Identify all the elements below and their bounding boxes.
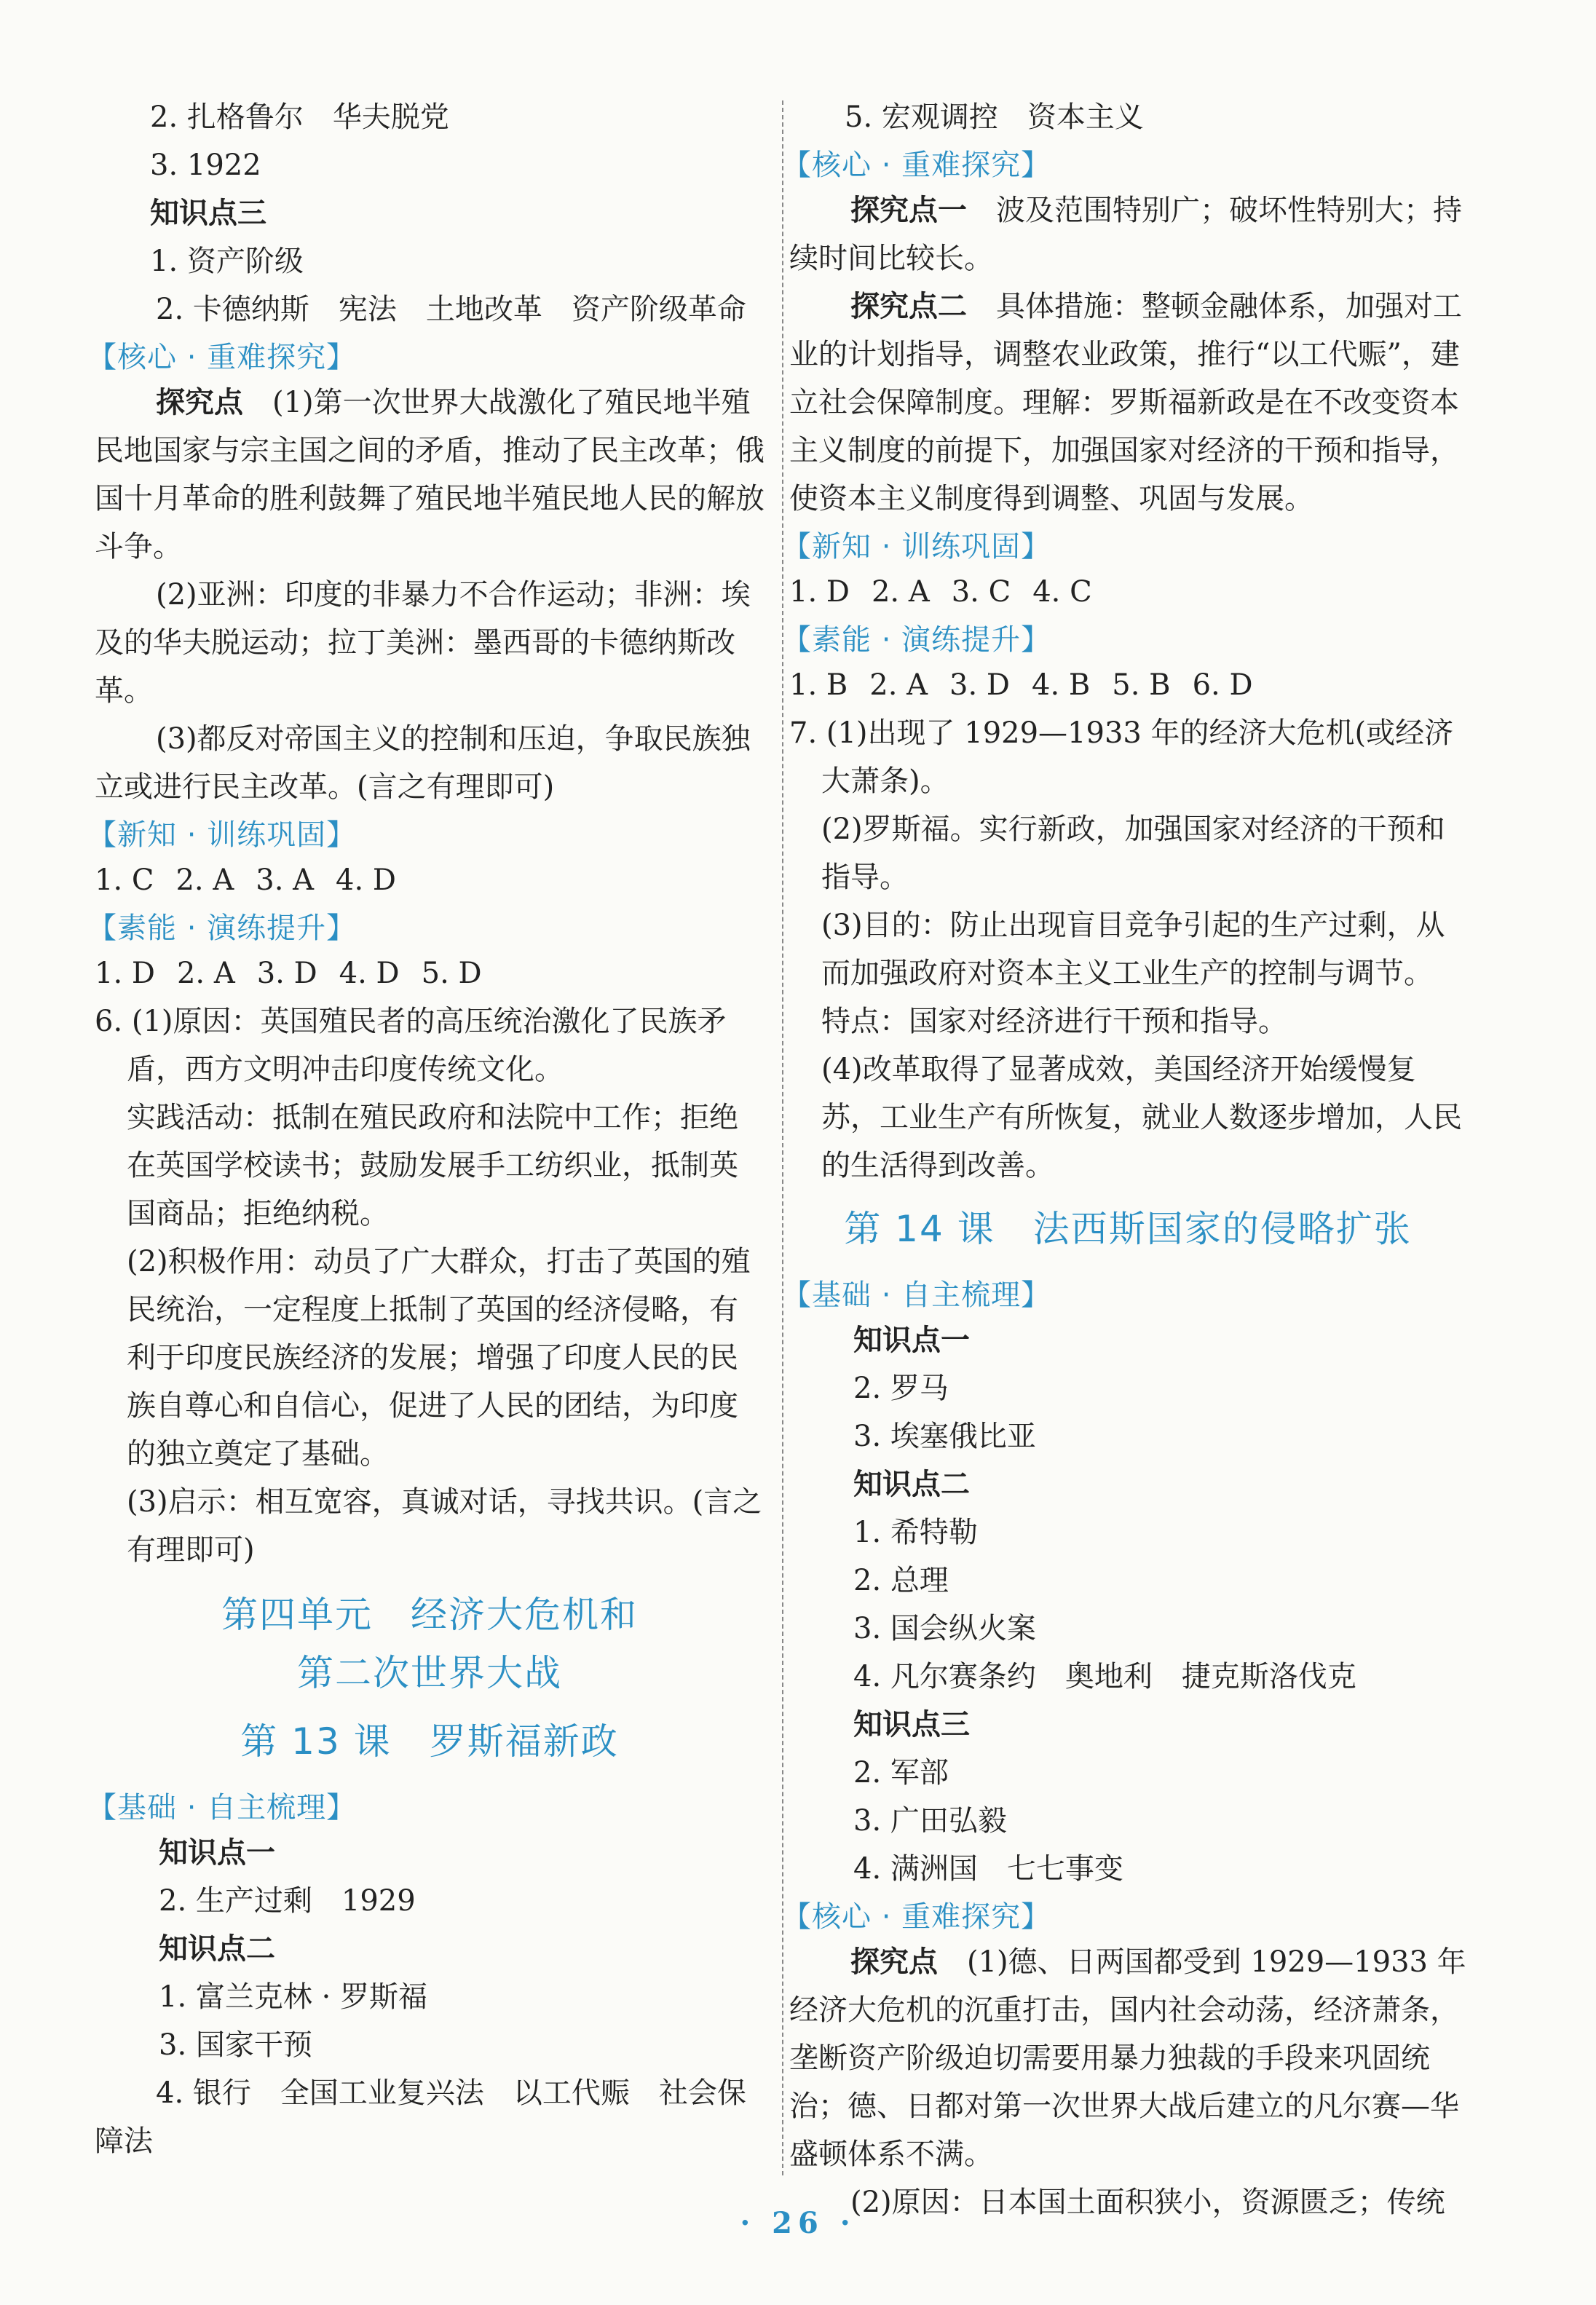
explore-paragraph (95, 379, 765, 571)
answer-item: 3. C (951, 575, 1011, 609)
explore-label: 探究点 (156, 385, 243, 419)
knowledge-point-heading: 知识点一 (159, 1835, 275, 1870)
section-tag-basic: 【基础 · 自主梳理】 (782, 1278, 1051, 1312)
explore-text: (1)德、日两国都受到 1929—1933 年经济大危机的沉重打击，国内社会动荡，经济萧条，垄断资产阶级迫切需要用暴力独裁的手段来巩固统治；德、日都对第一次世界大战后建立的凡尔赛—华盛顿体系不满。 (789, 1945, 1466, 2171)
left-column (87, 93, 765, 2165)
page-number: · 26 · (740, 2206, 856, 2240)
lesson-title: 第 14 课 法西斯国家的侵略扩张 (844, 1208, 1412, 1250)
explore-text: 波及范围特别广；破坏性特别大；持续时间比较长。 (789, 194, 1462, 275)
answer-line: 2. 罗马 (853, 1372, 949, 1405)
answer-line: 1. 希特勒 (853, 1516, 978, 1549)
question-answer: (2)罗斯福。实行新政，加强国家对经济的干预和指导。 (821, 813, 1445, 894)
answer-item: 2. A (176, 957, 235, 990)
answer-item: 4. D (339, 957, 400, 990)
answer-item: 4. B (1032, 668, 1091, 702)
answer-line: 3. 国会纵火案 (853, 1612, 1036, 1645)
explore-paragraph: (2)原因：日本国土面积狭小，资源匮乏；传统 (850, 2186, 1445, 2219)
answer-line: 4. 凡尔赛条约 奥地利 捷克斯洛伐克 (853, 1660, 1356, 1693)
answer-item: 1. D (95, 957, 155, 990)
answer-item: 4. D (336, 863, 396, 897)
knowledge-point-heading: 知识点三 (853, 1707, 970, 1741)
question-answer: (4)改革取得了显著成效，美国经济开始缓慢复苏，工业生产有所恢复，就业人数逐步增加，人民的生活得到改善。 (821, 1053, 1462, 1182)
answer-row (95, 856, 765, 904)
explore-text: (1)第一次世界大战激化了殖民地半殖民地国家与宗主国之间的矛盾，推动了民主改革；俄国十月革命的胜利鼓舞了殖民地半殖民地人民的解放斗争。 (95, 386, 765, 564)
answer-item: 5. D (421, 957, 482, 990)
answer-line: 2. 总理 (853, 1564, 949, 1597)
section-tag-new: 【新知 · 训练巩固】 (782, 530, 1051, 564)
unit-title-line-1: 第四单元 经济大危机和 (221, 1594, 638, 1636)
answer-line: 3. 埃塞俄比亚 (853, 1420, 1036, 1453)
answer-line: 3. 1922 (150, 149, 261, 182)
answer-line: 4. 满洲国 七七事变 (853, 1852, 1123, 1886)
answer-line: 2. 扎格鲁尔 华夫脱党 (150, 100, 449, 134)
explore-label: 探究点二 (850, 289, 967, 323)
knowledge-point-heading: 知识点三 (150, 196, 266, 230)
answer-item: 2. A (869, 668, 928, 702)
answer-item: 1. D (789, 575, 850, 609)
answer-line: 1. 富兰克林 · 罗斯福 (159, 1980, 428, 2014)
section-tag-core: 【核心 · 重难探究】 (87, 341, 357, 374)
answer-item: 3. A (256, 863, 315, 897)
section-tag-new: 【新知 · 训练巩固】 (87, 818, 357, 852)
answer-line: 3. 广田弘毅 (853, 1804, 1007, 1838)
question-answer: 6. (1)原因：英国殖民者的高压统治激化了民族矛盾，西方文明冲击印度传统文化。 (95, 1005, 727, 1086)
answer-row (789, 568, 1466, 616)
answer-line: 1. 资产阶级 (150, 245, 304, 278)
explore-paragraph (789, 1938, 1466, 2178)
question-answer: 特点：国家对经济进行干预和指导。 (821, 1005, 1287, 1038)
answer-item: 1. C (95, 863, 154, 897)
knowledge-point-heading: 知识点二 (159, 1932, 275, 1966)
unit-title-line-2: 第二次世界大战 (297, 1652, 562, 1694)
question-answer: 7. (1)出现了 1929—1933 年的经济大危机(或经济大萧条)。 (789, 716, 1454, 798)
knowledge-point-heading: 知识点二 (853, 1467, 970, 1501)
explore-label: 探究点一 (850, 193, 967, 227)
answer-item: 5. B (1112, 668, 1171, 702)
right-column (782, 93, 1466, 2226)
answer-line: 5. 宏观调控 资本主义 (845, 100, 1144, 134)
section-tag-basic: 【基础 · 自主梳理】 (87, 1791, 357, 1824)
column-divider (782, 100, 783, 2175)
answer-item: 2. A (871, 575, 930, 609)
question-answer: 实践活动：抵制在殖民政府和法院中工作；拒绝在英国学校读书；鼓励发展手工纺织业，抵制英国商品；拒绝纳税。 (127, 1101, 738, 1230)
answer-item: 1. B (789, 668, 848, 702)
explore-paragraph: (2)亚洲：印度的非暴力不合作运动；非洲：埃及的华夫脱运动；拉丁美洲：墨西哥的卡德纳斯改革。 (95, 578, 751, 708)
question-answer: (3)目的：防止出现盲目竞争引起的生产过剩，从而加强政府对资本主义工业生产的控制与调节。 (821, 909, 1445, 990)
explore-paragraph (789, 282, 1466, 523)
explore-label: 探究点 (850, 1945, 938, 1979)
answer-line: 3. 国家干预 (159, 2028, 312, 2062)
answer-line: 2. 军部 (853, 1756, 949, 1790)
section-tag-skill: 【素能 · 演练提升】 (782, 623, 1051, 657)
answer-item: 4. C (1032, 575, 1092, 609)
answer-line: 2. 生产过剩 1929 (159, 1884, 416, 1918)
knowledge-point-heading: 知识点一 (853, 1323, 970, 1357)
explore-paragraph: (3)都反对帝国主义的控制和压迫，争取民族独立或进行民主改革。(言之有理即可) (95, 722, 751, 804)
answer-item: 3. D (256, 957, 317, 990)
question-answer: (2)积极作用：动员了广大群众，打击了英国的殖民统治，一定程度上抵制了英国的经济侵略，有利于印度民族经济的发展；增强了印度人民的民族自尊心和自信心，促进了人民的团结，为印度的独立奠定了基础。 (127, 1245, 751, 1471)
answer-item: 2. A (175, 863, 234, 897)
answer-row (789, 661, 1466, 709)
answer-line: 2. 卡德纳斯 宪法 土地改革 资产阶级革命 (156, 293, 746, 326)
explore-text: 具体措施：整顿金融体系，加强对工业的计划指导，调整农业政策，推行“以工代赈”，建立社会保障制度。理解：罗斯福新政是在不改变资本主义制度的前提下，加强国家对经济的干预和指导，使资本主义制度得到调整、巩固与发展。 (789, 290, 1462, 515)
answer-item: 3. D (949, 668, 1010, 702)
question-answer: (3)启示：相互宽容，真诚对话，寻找共识。(言之有理即可) (127, 1485, 762, 1567)
lesson-title: 第 13 课 罗斯福新政 (240, 1720, 619, 1763)
section-tag-skill: 【素能 · 演练提升】 (87, 912, 357, 945)
explore-paragraph (789, 186, 1466, 282)
answer-item: 6. D (1192, 668, 1253, 702)
section-tag-core: 【核心 · 重难探究】 (782, 1900, 1051, 1934)
section-tag-core: 【核心 · 重难探究】 (782, 149, 1051, 182)
answer-row (95, 949, 765, 997)
answer-line: 4. 银行 全国工业复兴法 以工代赈 社会保障法 (95, 2076, 746, 2158)
